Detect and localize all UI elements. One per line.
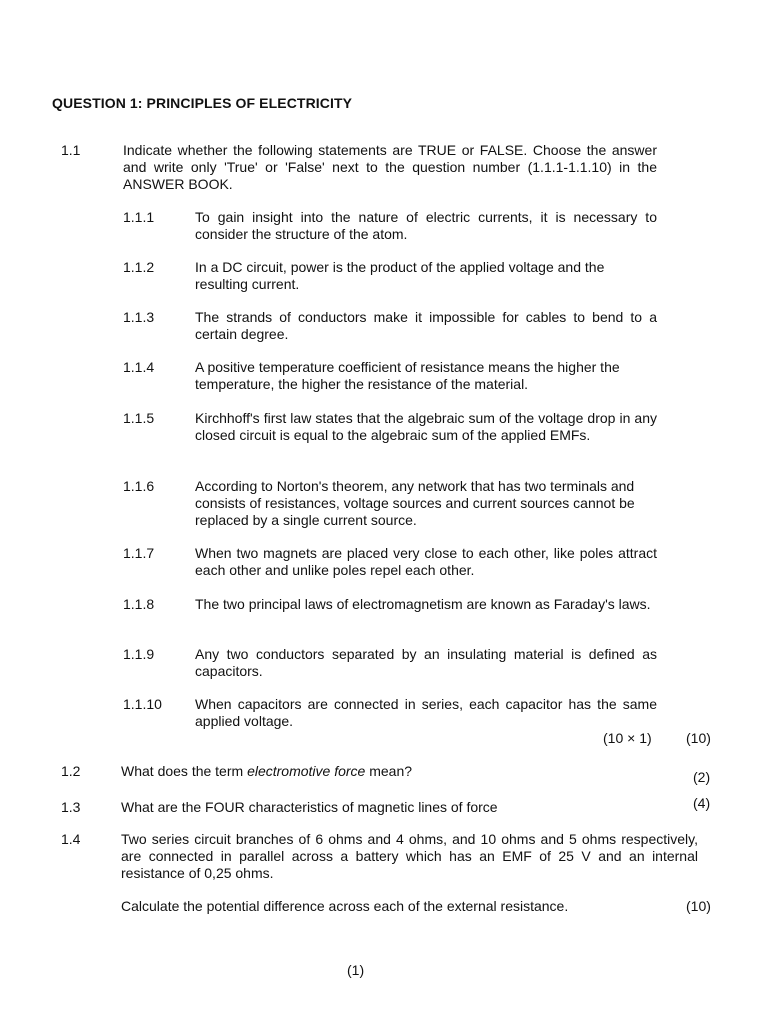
item-text: In a DC circuit, power is the product of the applied voltage and the resulting current. — [195, 259, 605, 292]
marks-1-1: (10) — [686, 730, 711, 746]
item-number: 1.1.3 — [123, 309, 155, 325]
question-text-1-3: What are the FOUR characteristics of magnetic lines of force — [121, 799, 498, 815]
item-number: 1.1.6 — [123, 478, 155, 494]
item-text: The two principal laws of electromagnetism are known as Faraday's laws. — [195, 596, 651, 612]
item-number: 1.1.2 — [123, 259, 155, 275]
question-text-1-4: Two series circuit branches of 6 ohms and 4 ohms, and 10 ohms and 5 ohms respectively, are connected in parallel across a battery which has an EMF of 25 V and an internal resistance of 0,25 ohms. — [121, 831, 698, 881]
page-number: (1) — [347, 962, 365, 978]
text-segment: What does the term — [121, 763, 248, 779]
item-text: When two magnets are placed very close to each other, like poles attract each other and unlike poles repel each other. — [195, 545, 657, 578]
marks-1-2: (2) — [693, 769, 711, 785]
question-text-1-2 — [121, 763, 412, 780]
question-text-1-1: Indicate whether the following statements are TRUE or FALSE. Choose the answer and write only 'True' or 'False' next to the question number (1.1.1-1.1.10) in the ANSWER BOOK. — [123, 142, 657, 192]
question-number-1-3: 1.3 — [61, 799, 81, 815]
item-text: According to Norton's theorem, any network that has two terminals and consists of resistances, voltage sources and current sources cannot be replaced by a single current source. — [195, 478, 635, 528]
text-segment: mean? — [365, 763, 413, 779]
calc-label: (10 × 1) — [603, 730, 652, 746]
item-number: 1.1.7 — [123, 545, 155, 561]
question-number-1-1: 1.1 — [61, 142, 81, 158]
item-text: When capacitors are connected in series, each capacitor has the same applied voltage. — [195, 696, 657, 729]
page-title: QUESTION 1: PRINCIPLES OF ELECTRICITY — [52, 95, 353, 111]
question-instruction-1-4: Calculate the potential difference across each of the external resistance. — [121, 898, 569, 914]
item-text: To gain insight into the nature of electric currents, it is necessary to consider the structure of the atom. — [195, 209, 657, 242]
item-number: 1.1.5 — [123, 410, 155, 426]
item-text: Any two conductors separated by an insulating material is defined as capacitors. — [195, 646, 657, 679]
item-number: 1.1.9 — [123, 646, 155, 662]
marks-1-3: (4) — [693, 795, 711, 811]
question-number-1-4: 1.4 — [61, 831, 81, 847]
item-number: 1.1.1 — [123, 209, 155, 225]
item-text: The strands of conductors make it impossible for cables to bend to a certain degree. — [195, 309, 657, 342]
item-number: 1.1.10 — [123, 696, 162, 712]
marks-1-4: (10) — [686, 898, 711, 914]
italic-term: electromotive force — [247, 763, 366, 779]
item-text: Kirchhoff's first law states that the algebraic sum of the voltage drop in any closed circuit is equal to the algebraic sum of the applied EMFs. — [195, 410, 657, 443]
item-text: A positive temperature coefficient of resistance means the higher the temperature, the higher the resistance of the material. — [195, 359, 620, 392]
item-number: 1.1.8 — [123, 596, 155, 612]
question-number-1-2: 1.2 — [61, 763, 81, 779]
item-number: 1.1.4 — [123, 359, 155, 375]
